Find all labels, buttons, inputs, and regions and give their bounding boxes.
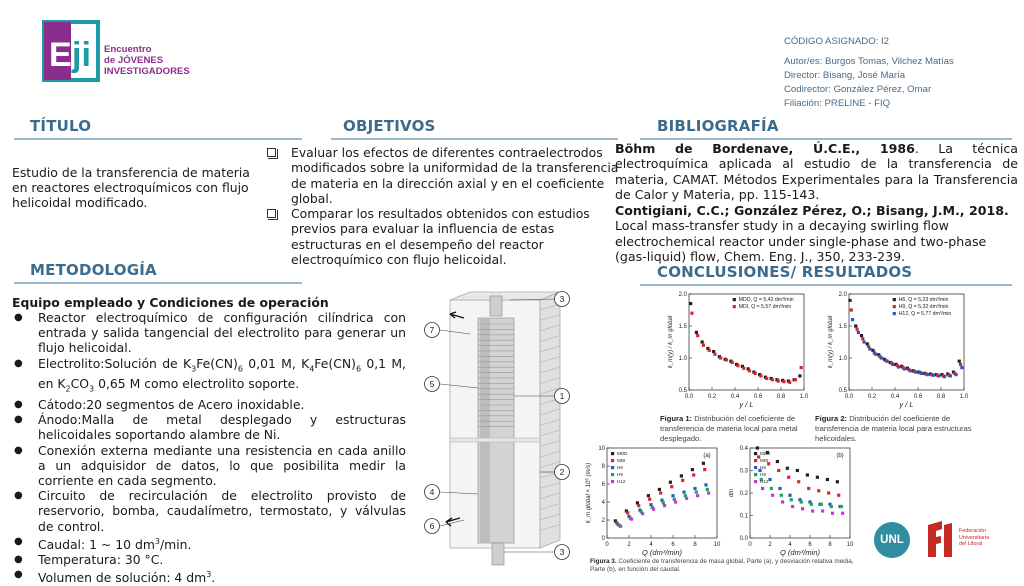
metodologia-item: ● Reactor electroquímico de configuración cilíndrica con entrada y salida tangencial del electrolito para generar un flujo helicoidal. — [12, 310, 406, 356]
data-point — [704, 483, 707, 486]
data-point — [731, 361, 734, 364]
y-tick-label: 0.2 — [739, 491, 748, 497]
legend-label: H12, Q = 5,77 dm³/min — [898, 311, 952, 317]
metodologia-subheading: Equipo empleado y Condiciones de operación — [12, 295, 329, 310]
data-point — [949, 374, 952, 377]
data-point — [958, 360, 961, 363]
x-axis-label: Q (dm³/min) — [780, 548, 820, 557]
data-point — [807, 487, 810, 490]
fiq-logo-text — [959, 528, 989, 548]
legend-label: H6, Q = 5,23 dm³/min — [898, 297, 949, 303]
fiq-line-2: Universitaria — [959, 534, 989, 541]
objetivos-list — [267, 145, 627, 267]
checkbox-bullet-icon — [267, 209, 276, 218]
data-point — [827, 491, 830, 494]
data-point — [670, 485, 673, 488]
data-point — [652, 508, 655, 511]
logo-line-2: de JÓVENES — [104, 55, 164, 67]
data-point — [955, 373, 958, 376]
data-point — [855, 328, 858, 331]
fig-2-caption-label: Figura 2: — [815, 414, 848, 423]
legend-marker — [754, 480, 757, 483]
data-point — [759, 374, 762, 377]
y-tick-label: 0.1 — [739, 513, 748, 520]
legend-label: H9, Q = 5,32 dm³/min — [898, 304, 949, 310]
legend-label: MDI, Q = 5,57 dm³/min — [738, 304, 792, 310]
data-point — [801, 507, 804, 510]
data-point — [692, 473, 695, 476]
data-point — [861, 337, 864, 340]
fig-3-caption — [590, 558, 866, 574]
data-point — [880, 356, 883, 359]
x-tick-label: 0.6 — [913, 394, 923, 400]
data-point — [748, 369, 751, 372]
data-point — [680, 474, 683, 477]
y-tick-label: 6 — [601, 482, 605, 488]
affiliation-line: Filiación: PRELINE - FIQ — [784, 98, 891, 109]
logo-line-1: Encuentro — [104, 44, 152, 55]
data-point — [903, 367, 906, 370]
metodologia-list — [12, 310, 406, 586]
data-point — [701, 340, 704, 343]
y-tick-label: 1.0 — [838, 356, 847, 362]
data-point — [713, 353, 716, 356]
y-tick-label: 0.3 — [739, 468, 748, 475]
data-point — [860, 334, 863, 337]
data-point — [811, 509, 814, 512]
legend-label: MDD, Q = 5,42 dm³/min — [738, 297, 794, 303]
legend-marker — [611, 466, 614, 469]
data-point — [706, 488, 709, 491]
legend-marker — [754, 473, 757, 476]
data-point — [693, 487, 696, 490]
data-point — [695, 331, 698, 334]
x-tick-label: 6 — [808, 542, 812, 548]
data-point — [914, 370, 917, 373]
callout-number: 4 — [429, 487, 435, 498]
x-tick-label: 10 — [846, 542, 854, 548]
objetivo-item — [267, 145, 627, 206]
legend-label: MDD — [760, 451, 771, 456]
titulo-heading: TÍTULO — [30, 117, 92, 135]
data-point — [788, 494, 791, 497]
legend-label: MDD — [617, 451, 628, 456]
chart-fig-3b — [726, 442, 856, 558]
legend-marker — [893, 312, 896, 315]
fig-1-caption-text: Distribución del coeficiente de transferencia de materia local para metal desplegado. — [660, 414, 798, 443]
legend-marker — [611, 452, 614, 455]
x-tick-label: 8 — [828, 542, 832, 548]
x-tick-label: 0.4 — [890, 394, 900, 400]
callout-number: 2 — [559, 467, 565, 478]
data-point — [770, 487, 773, 490]
data-point — [886, 360, 889, 363]
data-point — [695, 491, 698, 494]
titulo-rule — [14, 138, 302, 140]
data-point — [647, 494, 650, 497]
legend-marker — [754, 452, 757, 455]
data-point — [708, 349, 711, 352]
data-point — [806, 473, 809, 476]
data-point — [787, 476, 790, 479]
data-point — [702, 344, 705, 347]
data-point — [800, 500, 803, 503]
bibliografia-heading: BIBLIOGRAFÍA — [657, 117, 779, 135]
metodologia-item: ● Ánodo:Malla de metal desplegado y estructuras helicoidales soportando alambre de Ni. — [12, 412, 406, 442]
data-point — [817, 489, 820, 492]
fiq-line-1: Federación — [959, 528, 986, 534]
data-point — [658, 488, 661, 491]
data-point — [778, 487, 781, 490]
data-point — [920, 372, 923, 375]
objetivo-text: Comparar los resultados obtenidos con estudios previos para evaluar la influencia de estas estructuras en el desempeño del reactor electroquímico con flujo helicoidal. — [291, 206, 590, 268]
ref-2-authors: Contigiani, C.C.; González Pérez, O.; Bisang, J.M., 2018. — [615, 203, 1009, 218]
callout-3 — [555, 545, 570, 560]
legend-label: H6 — [617, 465, 623, 470]
data-point — [848, 299, 851, 302]
callout-3 — [555, 292, 570, 307]
data-point — [909, 369, 912, 372]
data-point — [761, 487, 764, 490]
fig-3-caption-text: Coeficiente de transferencia de masa global, Parte (a), y desviación relativa media, Parte (b), en función del caudal. — [590, 558, 854, 573]
x-tick-label: 0.2 — [707, 394, 717, 400]
data-point — [788, 381, 791, 384]
callout-number: 6 — [429, 521, 435, 532]
x-tick-label: 0.0 — [684, 394, 694, 400]
legend-marker — [733, 305, 736, 308]
assigned-code: CÓDIGO ASIGNADO: I2 — [784, 36, 890, 47]
x-tick-label: 6 — [671, 542, 675, 548]
metodologia-rule — [14, 282, 302, 284]
data-point — [943, 375, 946, 378]
data-point — [786, 467, 789, 470]
chart-fig-2 — [825, 288, 970, 410]
callout-number: 7 — [429, 325, 435, 336]
svg-text:ji: ji — [72, 36, 91, 74]
data-point — [932, 374, 935, 377]
data-point — [685, 497, 688, 500]
data-point — [820, 503, 823, 506]
fig-3-caption-label: Figura 3. — [590, 558, 617, 565]
data-point — [719, 356, 722, 359]
x-tick-label: 0.8 — [936, 394, 946, 400]
y-axis-label: k_m(y) / k_m global — [668, 315, 674, 369]
x-tick-label: 0.2 — [867, 394, 877, 400]
callout-6 — [425, 519, 440, 534]
x-tick-label: 0 — [605, 542, 609, 548]
fig-1-caption-label: Figura 1: — [660, 414, 693, 423]
legend-label: H12 — [760, 479, 769, 484]
callout-number: 3 — [559, 547, 565, 558]
metodologia-item: ● Conexión externa mediante una resistencia en cada anillo a un adquisidor de datos, lo que posibilita medir la corriente en cada segmento. — [12, 443, 406, 489]
x-tick-label: 1.0 — [799, 394, 809, 400]
x-tick-label: 4 — [649, 542, 653, 548]
data-point — [782, 380, 785, 383]
data-point — [840, 505, 843, 508]
titulo-text: Estudio de la transferencia de materia en reactores electroquímicos con flujo helicoidal modificado. — [12, 165, 250, 211]
data-point — [937, 374, 940, 377]
data-point — [960, 366, 963, 369]
data-point — [777, 469, 780, 472]
metodologia-item: ● Temperatura: 30 °C. — [12, 552, 406, 567]
data-point — [926, 373, 929, 376]
y-axis-label: k_m(y) / k_m global — [828, 315, 834, 369]
objetivos-heading: OBJETIVOS — [343, 117, 436, 135]
data-point — [674, 500, 677, 503]
legend-marker — [893, 305, 896, 308]
legend-label: H9 — [760, 472, 766, 477]
data-point — [756, 446, 759, 449]
metodologia-item: ● Cátodo:20 segmentos de Acero inoxidable. — [12, 397, 406, 412]
data-point — [816, 476, 819, 479]
y-tick-label: 10 — [598, 446, 605, 452]
fig-2-caption-text: Distribución del coeficiente de transferencia de materia local para estructuras helicoidales. — [815, 414, 972, 443]
data-point — [671, 494, 674, 497]
data-point — [868, 347, 871, 350]
objetivo-text: Evaluar los efectos de diferentes contraelectrodos modificados sobre la uniformidad de la transferencia de materia en la dirección axial y en el coeficiente global. — [291, 145, 619, 206]
callout-1 — [555, 389, 570, 404]
legend-marker — [611, 473, 614, 476]
data-point — [626, 511, 629, 514]
data-point — [691, 468, 694, 471]
x-tick-label: 0.4 — [730, 394, 740, 400]
data-point — [725, 358, 728, 361]
data-point — [831, 512, 834, 515]
panel-label: (a) — [703, 453, 711, 459]
data-point — [630, 518, 633, 521]
y-tick-label: 2.0 — [838, 292, 847, 298]
data-point — [836, 480, 839, 483]
y-tick-label: 1.0 — [678, 356, 687, 362]
data-point — [810, 503, 813, 506]
callout-5 — [425, 377, 440, 392]
unl-logo-text: UNL — [880, 534, 904, 546]
x-tick-label: 2 — [627, 542, 631, 548]
data-point — [851, 318, 854, 321]
legend-label: H6 — [760, 465, 766, 470]
bibliografia-ref-2 — [615, 203, 1018, 265]
fiq-line-3: del Litoral — [959, 541, 983, 548]
data-point — [754, 372, 757, 375]
y-tick-label: 2.0 — [678, 292, 687, 298]
legend-marker — [754, 466, 757, 469]
data-point — [800, 366, 803, 369]
fig-2-caption — [815, 414, 977, 443]
svg-text:E: E — [49, 36, 72, 74]
data-point — [874, 353, 877, 356]
legend-label: MDI — [760, 458, 769, 463]
metodologia-item: ● Caudal: 1 ~ 10 $dm^3/\min$. — [12, 534, 406, 552]
data-point — [821, 509, 824, 512]
callout-4 — [425, 485, 440, 500]
callout-number: 5 — [429, 379, 435, 390]
data-point — [777, 379, 780, 382]
data-point — [790, 498, 793, 501]
legend-marker — [893, 298, 896, 301]
data-point — [797, 480, 800, 483]
y-tick-label: 0.5 — [678, 388, 687, 394]
eji-logo-mark — [42, 20, 100, 82]
data-point — [857, 331, 860, 334]
legend-label: H12 — [617, 479, 626, 484]
fig-1-caption — [660, 414, 820, 443]
data-point — [897, 365, 900, 368]
data-point — [689, 302, 692, 305]
director-line: Director: Bisang, José María — [784, 70, 906, 81]
data-point — [659, 491, 662, 494]
x-tick-label: 0 — [748, 542, 752, 548]
y-tick-label: 0.0 — [739, 536, 748, 542]
data-point — [791, 505, 794, 508]
chart-fig-3a — [583, 442, 723, 558]
data-point — [637, 504, 640, 507]
y-axis-label: dm — [729, 488, 735, 498]
ref-2-text: Local mass-transfer study in a decaying swirling flow electrochemical reactor under single-phase and two-phase (gas-liquid) flow, Chem. Eng. J., 350, 233-239. — [615, 218, 987, 265]
panel-label: (b) — [836, 453, 844, 459]
x-tick-label: 0.8 — [776, 394, 786, 400]
data-point — [707, 491, 710, 494]
data-point — [669, 481, 672, 484]
data-point — [703, 468, 706, 471]
data-point — [830, 505, 833, 508]
authors-line: Autor/es: Burgos Tomas, Vilchez Matías — [784, 56, 954, 67]
x-tick-label: 1.0 — [959, 394, 969, 400]
x-tick-label: 2 — [768, 542, 772, 548]
legend-marker — [611, 459, 614, 462]
legend-marker — [611, 480, 614, 483]
y-axis-label: k_m global × 10⁵ (m/s) — [586, 462, 592, 524]
x-axis-label: y / L — [899, 400, 914, 409]
metodologia-item: ● Electrolito:Solución de $K_3Fe(CN)_6$ 0,01 M, $K_4Fe(CN)_6$ 0,1 M, en $K_2CO_3$ 0,65 M como electrolito soporte. — [12, 356, 406, 397]
legend-label: H9 — [617, 472, 623, 477]
conclusiones-heading: CONCLUSIONES/ RESULTADOS — [657, 263, 913, 281]
x-tick-label: 0.6 — [753, 394, 763, 400]
x-axis-label: y / L — [739, 400, 754, 409]
data-point — [736, 364, 739, 367]
data-point — [696, 494, 699, 497]
data-point — [826, 478, 829, 481]
codirector-line: Codirector: González Pérez, Omar — [784, 84, 932, 95]
callout-7 — [425, 323, 440, 338]
data-point — [696, 334, 699, 337]
callout-2 — [555, 465, 570, 480]
data-point — [776, 460, 779, 463]
ref-1-text: . La técnica electroquímica aplicada al estudio de la transferencia de materia, CAMAT. Métodos Experimentales para la Transferencia de Calor y Materia, pp. 115-143. — [615, 141, 1018, 203]
y-tick-label: 1.5 — [838, 324, 847, 330]
y-tick-label: 2 — [601, 518, 605, 524]
y-tick-label: 0.5 — [838, 388, 847, 394]
data-point — [765, 377, 768, 380]
data-point — [794, 378, 797, 381]
y-tick-label: 0.4 — [739, 446, 748, 452]
metodologia-item: ● Circuito de recirculación de electrolito provisto de reservorio, bomba, caudalímetro, termostato, y válvulas de control. — [12, 488, 406, 534]
x-tick-label: 0.0 — [844, 394, 854, 400]
data-point — [682, 491, 685, 494]
legend-marker — [733, 298, 736, 301]
data-point — [780, 494, 783, 497]
data-point — [781, 500, 784, 503]
conclusiones-rule — [640, 284, 1012, 286]
data-point — [854, 324, 857, 327]
x-tick-label: 4 — [788, 542, 792, 548]
bibliografia-ref-1 — [615, 141, 1018, 203]
reactor-diagram — [420, 290, 585, 572]
data-point — [863, 340, 866, 343]
data-point — [663, 504, 666, 507]
data-point — [702, 462, 705, 465]
logo-line-3: INVESTIGADORES — [104, 66, 190, 78]
data-point — [619, 525, 622, 528]
y-tick-label: 1.5 — [678, 324, 687, 330]
data-point — [768, 478, 771, 481]
data-point — [641, 512, 644, 515]
logo-text — [104, 44, 190, 78]
fiq-logo-mark — [924, 519, 956, 559]
data-point — [891, 363, 894, 366]
checkbox-bullet-icon — [267, 148, 276, 157]
bibliografia-rule — [640, 138, 1012, 140]
callout-number: 3 — [559, 294, 565, 305]
data-point — [841, 512, 844, 515]
metodologia-item: ● Volumen de solución: 4 $dm^3$. — [12, 567, 406, 585]
y-tick-label: 0 — [601, 536, 605, 542]
data-point — [690, 312, 693, 315]
x-tick-label: 8 — [693, 542, 697, 548]
data-point — [648, 498, 651, 501]
data-point — [796, 469, 799, 472]
data-point — [959, 363, 962, 366]
data-point — [681, 479, 684, 482]
unl-logo — [874, 522, 910, 558]
data-point — [771, 494, 774, 497]
legend-label: MDI — [617, 458, 626, 463]
data-point — [837, 494, 840, 497]
chart-fig-1 — [665, 288, 810, 410]
callout-number: 1 — [559, 391, 565, 402]
legend-marker — [754, 459, 757, 462]
data-point — [850, 308, 853, 311]
data-point — [742, 367, 745, 370]
reactor-body — [450, 292, 560, 565]
metodologia-heading: METODOLOGÍA — [30, 261, 157, 279]
objetivo-item — [267, 206, 627, 267]
ref-1-authors: Böhm de Bordenave, Ú.C.E., 1986 — [615, 141, 915, 156]
objetivos-rule — [331, 138, 618, 140]
x-tick-label: 10 — [713, 542, 721, 548]
y-tick-label: 4 — [601, 500, 605, 506]
x-axis-label: Q (dm³/min) — [642, 548, 682, 557]
data-point — [798, 374, 801, 377]
y-tick-label: 8 — [601, 464, 605, 470]
data-point — [771, 378, 774, 381]
